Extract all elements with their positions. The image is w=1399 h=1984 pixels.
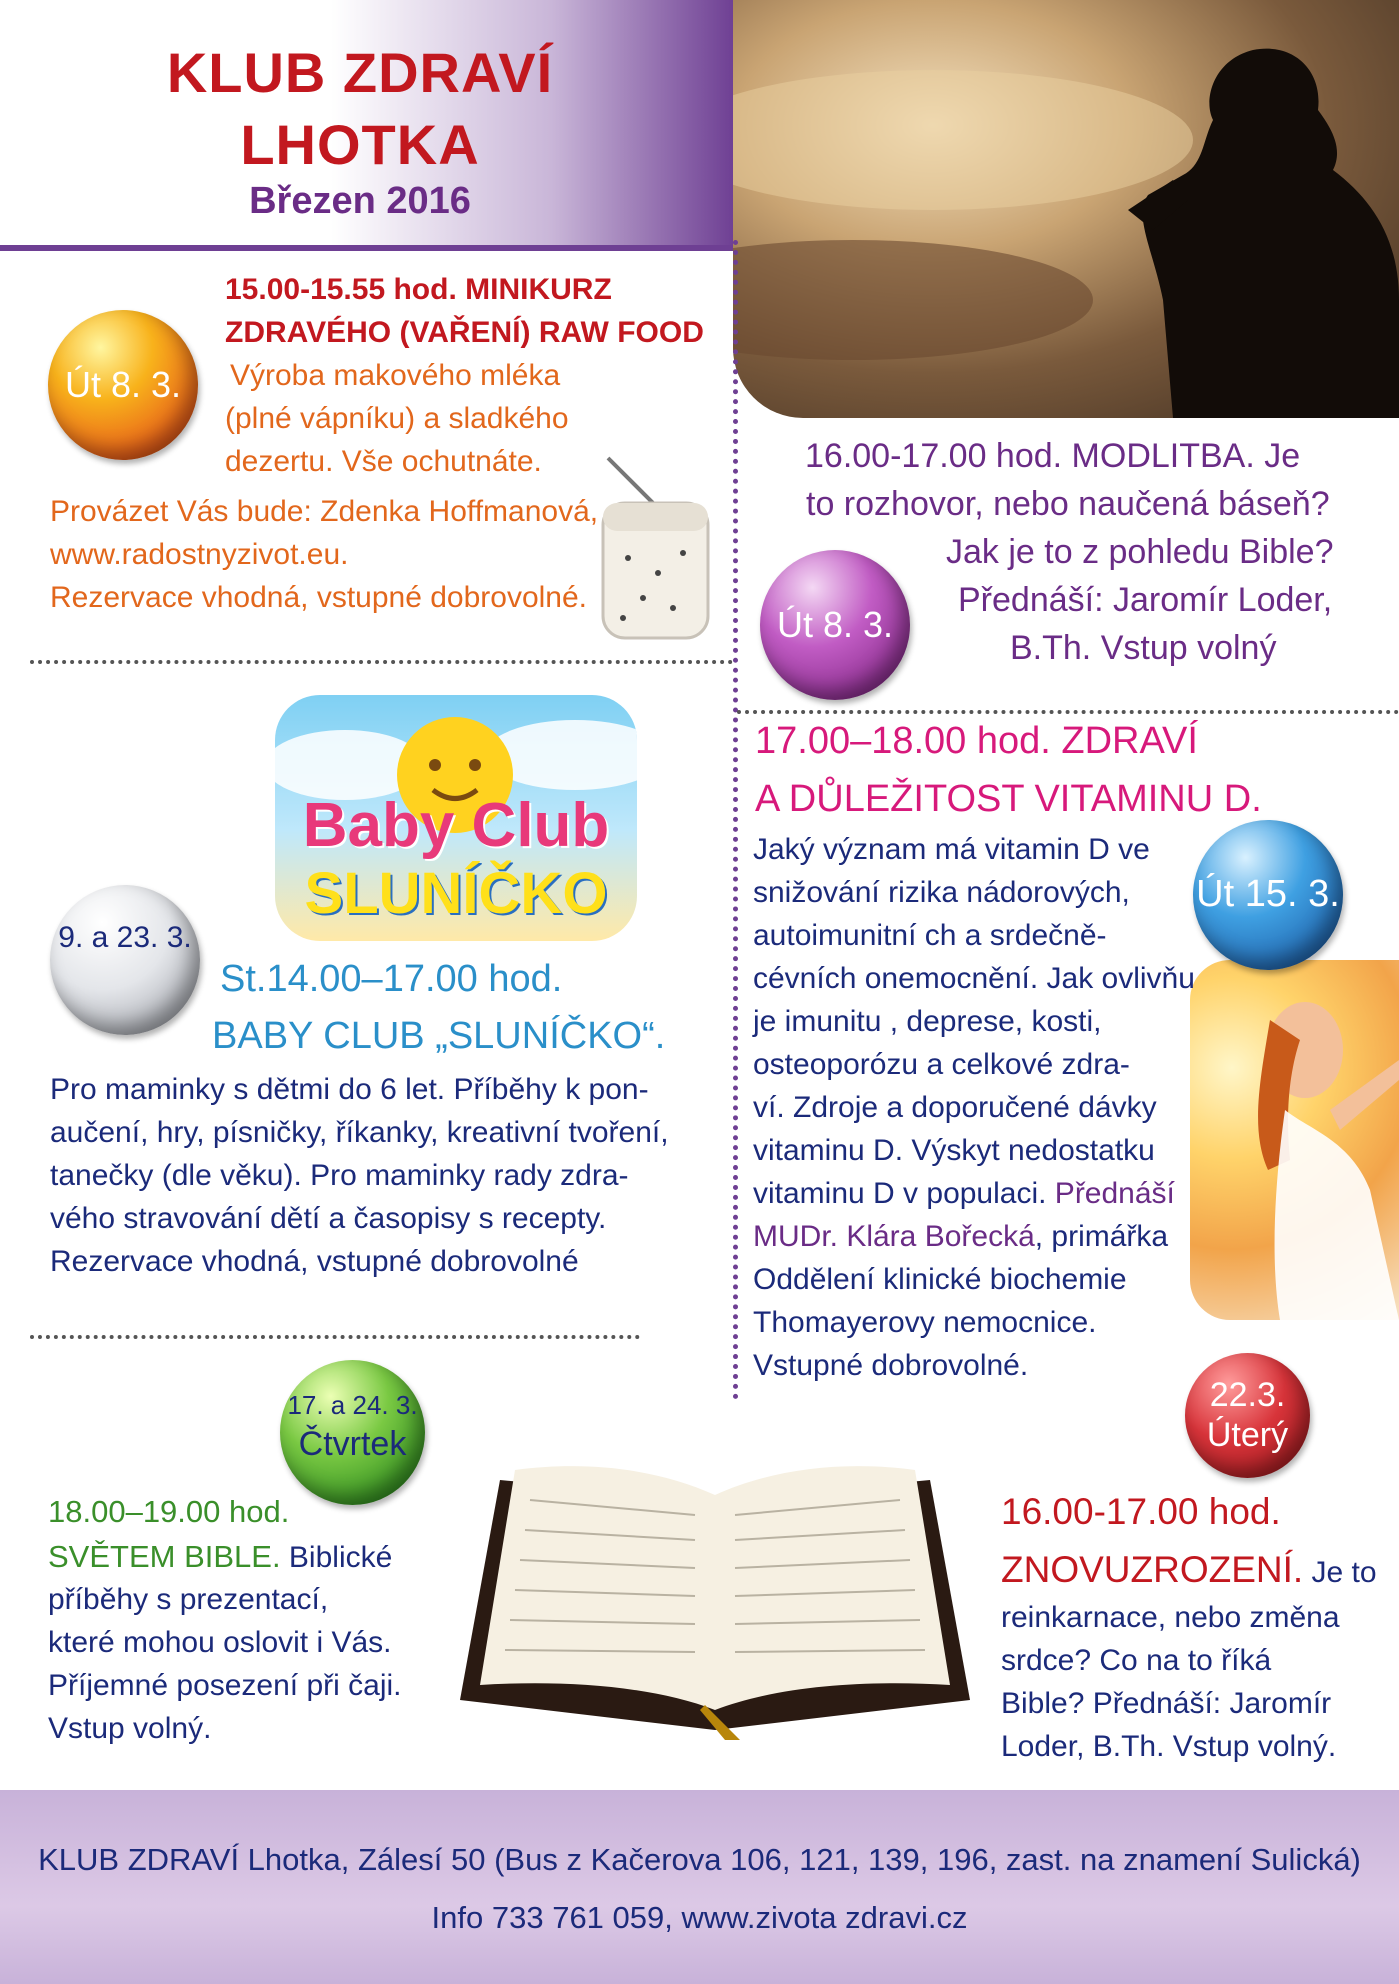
- baby-club-logo-line2: SLUNÍČKO: [304, 861, 608, 926]
- date-badge-rebirth-line2: Úterý: [1206, 1415, 1289, 1454]
- open-bible-image: [440, 1440, 990, 1740]
- month-label: Březen 2016: [249, 180, 471, 222]
- rawfood-line2: ZDRAVÉHO (VAŘENÍ) RAW FOOD: [225, 316, 704, 349]
- rebirth-line1-rest: Je to: [1303, 1556, 1377, 1589]
- vitamin-line9: [753, 1172, 1175, 1215]
- rebirth-line2: reinkarnace, nebo změna: [1001, 1601, 1340, 1634]
- praying-silhouette-image: [733, 0, 1399, 418]
- date-badge-vitamin: [1193, 820, 1343, 970]
- divider-left-2: [30, 1335, 640, 1339]
- rebirth-line4: Bible? Přednáší: Jaromír: [1001, 1687, 1332, 1720]
- date-badge-baby: [50, 885, 200, 1035]
- vitamin-line13: Vstupné dobrovolné.: [753, 1349, 1029, 1382]
- baby-line1: Pro maminky s dětmi do 6 let. Příběhy k pon-: [50, 1073, 649, 1106]
- footer-contact: Info 733 761 059, www.zivota zdravi.cz: [431, 1900, 968, 1935]
- prayer-photo: [733, 0, 1399, 418]
- baby-club-logo-line1: Baby Club: [302, 791, 610, 860]
- vitamin-line10-part2: , primářka: [1034, 1220, 1169, 1253]
- baby-line4: vého stravování dětí a časopisy s recepty.: [50, 1202, 607, 1235]
- vitamin-heading2: A DŮLEŽITOST VITAMINU D.: [755, 778, 1262, 820]
- vitamin-line2: snižování rizika nádorových,: [753, 876, 1130, 909]
- date-badge-vitamin-text: Út 15. 3.: [1196, 873, 1340, 916]
- date-badge-rebirth: [1185, 1353, 1310, 1478]
- baby-line2: aučení, hry, písničky, říkanky, kreativní tvoření,: [50, 1116, 669, 1149]
- vitamin-line12: Thomayerovy nemocnice.: [753, 1306, 1097, 1339]
- rebirth-line1: [1001, 1548, 1377, 1594]
- rebirth-heading1: 16.00-17.00 hod.: [1001, 1491, 1281, 1532]
- date-badge-rebirth-line1: 22.3.: [1209, 1375, 1286, 1414]
- rawfood-line7: www.radostnyzivot.eu.: [50, 538, 349, 571]
- baby-club-logo: [275, 695, 637, 941]
- rawfood-line1: 15.00-15.55 hod. MINIKURZ: [225, 273, 612, 306]
- bible-line4: Příjemné posezení při čaji.: [48, 1669, 402, 1702]
- vitamin-heading1: 17.00–18.00 hod. ZDRAVÍ: [755, 720, 1198, 762]
- footer-address: KLUB ZDRAVÍ Lhotka, Zálesí 50 (Bus z Kačerova 106, 121, 139, 196, zast. na znamení Sulická): [38, 1842, 1361, 1877]
- rebirth-line3: srdce? Co na to říká: [1001, 1644, 1272, 1677]
- vitamin-line9-part2: Přednáší: [1046, 1177, 1175, 1210]
- rawfood-line5: dezertu. Vše ochutnáte.: [225, 445, 542, 478]
- chia-pudding-jar-image: [588, 448, 718, 648]
- vitamin-line5: je imunitu , deprese, kosti,: [753, 1005, 1102, 1038]
- date-badge-prayer: [760, 550, 910, 700]
- vitamin-line8: vitaminu D. Výskyt nedostatku: [753, 1134, 1155, 1167]
- baby-heading1: St.14.00–17.00 hod.: [220, 958, 563, 1000]
- vitamin-line10: [753, 1215, 1168, 1258]
- rawfood-line3: Výroba makového mléka: [230, 359, 561, 392]
- date-badge-prayer-text: Út 8. 3.: [776, 604, 894, 646]
- bible-line3: které mohou oslovit i Vás.: [48, 1626, 392, 1659]
- bible-heading1: 18.00–19.00 hod.: [48, 1494, 290, 1529]
- vitamin-line9-part1: vitaminu D v populaci.: [753, 1177, 1047, 1210]
- baby-line3: tanečky (dle věku). Pro maminky rady zdra-: [50, 1159, 629, 1192]
- woman-sun-photo: [1190, 960, 1399, 1320]
- vitamin-line3: autoimunitní ch a srdečně-: [753, 919, 1107, 952]
- bible-line5: Vstup volný.: [48, 1712, 212, 1745]
- page-title-line1: KLUB ZDRAVÍ: [166, 41, 554, 104]
- rawfood-line8: Rezervace vhodná, vstupné dobrovolné.: [50, 581, 588, 614]
- vitamin-line1: Jaký význam má vitamin D ve: [753, 833, 1150, 866]
- footer: [0, 1790, 1399, 1984]
- prayer-line5: B.Th. Vstup volný: [1010, 629, 1277, 667]
- divider-left-1: [30, 660, 733, 664]
- prayer-line1: 16.00-17.00 hod. MODLITBA. Je: [805, 437, 1301, 475]
- bible-line1-rest: Biblické: [280, 1541, 393, 1574]
- date-badge-baby-text: 9. a 23. 3.: [58, 920, 192, 954]
- bible-line2: příběhy s prezentací,: [48, 1583, 329, 1616]
- divider-right-1: [737, 710, 1399, 714]
- rebirth-heading2: ZNOVUZROZENÍ.: [1001, 1549, 1304, 1590]
- rawfood-line4: (plné vápníku) a sladkého: [225, 402, 569, 435]
- vitamin-line10-part1: MUDr. Klára Bořecká: [753, 1220, 1035, 1253]
- date-badge-rawfood: [48, 310, 198, 460]
- vitamin-line11: Oddělení klinické biochemie: [753, 1263, 1127, 1296]
- baby-line5: Rezervace vhodná, vstupné dobrovolné: [50, 1245, 579, 1278]
- vitamin-line4: cévních onemocnění. Jak ovlivňu: [753, 962, 1195, 995]
- prayer-line2: to rozhovor, nebo naučená báseň?: [806, 485, 1330, 523]
- vitamin-line6: osteoporózu a celkové zdra-: [753, 1048, 1130, 1081]
- date-badge-bible-line1: 17. a 24. 3.: [287, 1390, 418, 1420]
- baby-heading2: BABY CLUB „SLUNÍČKO“.: [212, 1015, 666, 1057]
- bible-line1: [48, 1535, 392, 1579]
- vertical-divider: [733, 240, 738, 1400]
- bible-heading2: SVĚTEM BIBLE.: [48, 1539, 281, 1574]
- rawfood-line6: Provázet Vás bude: Zdenka Hoffmanová,: [50, 495, 599, 528]
- rebirth-line5: Loder, B.Th. Vstup volný.: [1001, 1730, 1337, 1763]
- date-badge-rawfood-text: Út 8. 3.: [64, 364, 182, 406]
- prayer-line4: Přednáší: Jaromír Loder,: [958, 581, 1333, 619]
- date-badge-bible-line2: Čtvrtek: [298, 1425, 407, 1464]
- prayer-line3: Jak je to z pohledu Bible?: [946, 533, 1334, 571]
- vitamin-line7: ví. Zdroje a doporučené dávky: [753, 1091, 1157, 1124]
- date-badge-bible: [280, 1360, 425, 1505]
- page-title-line2: LHOTKA: [240, 113, 480, 176]
